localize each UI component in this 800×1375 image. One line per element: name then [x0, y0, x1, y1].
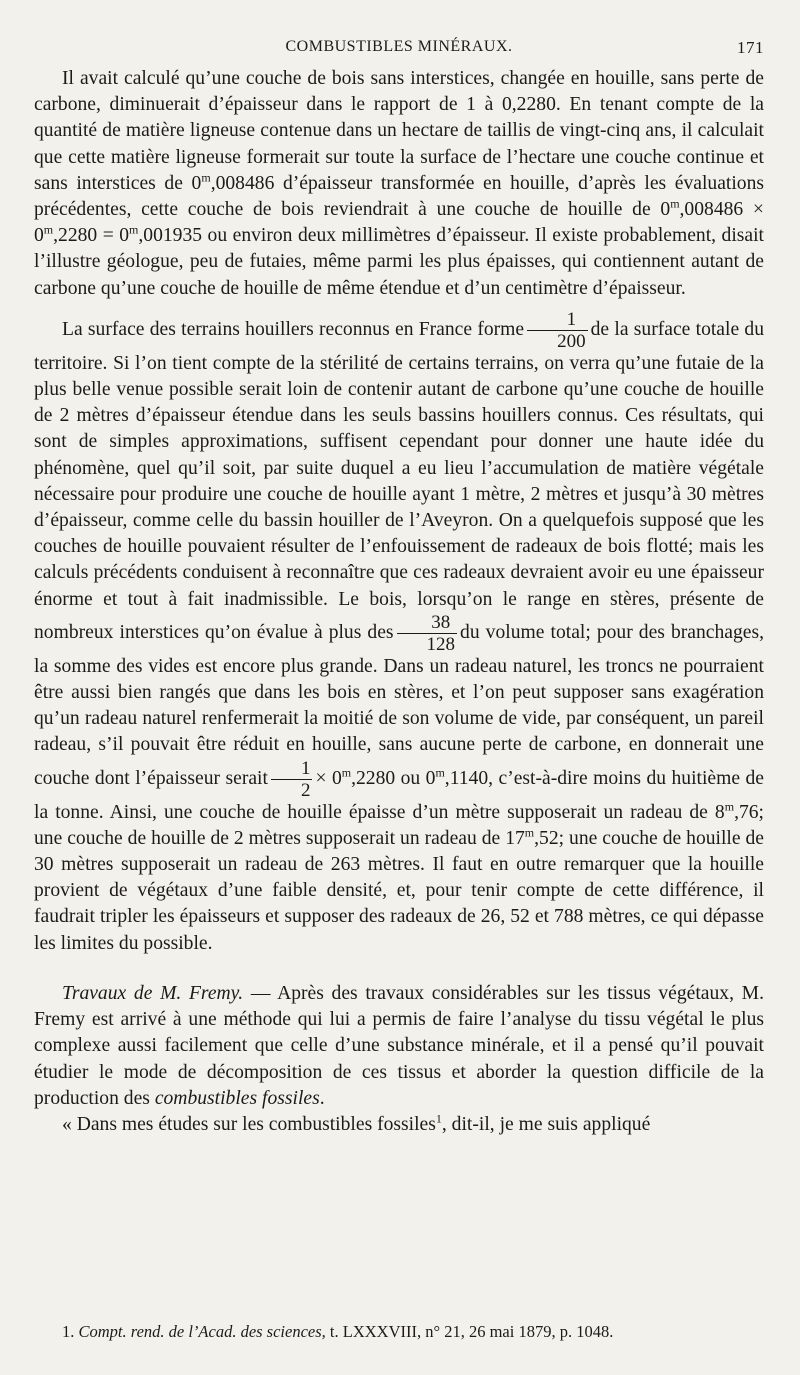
- text-span: ,008486 × 0: [34, 199, 764, 247]
- text-span: de la surface totale du territoire. Si l’on tient compte de la stérilité de certains terrains, on verra qu’une futaie de la plus belle venue possible serait loin de contenir autant de carbone qu’une couche de houille de 2 mètres d’épaisseur étendue dans les seuls bassins houillers connus. Ces résultats, qui sont de simples approximations, suffisent cependant pour donner une haute idée du phénomène, quel qu’il soit, par suite duquel a eu lieu l’accumulation de matière végétale nécessaire pour produire une couche de houille ayant 1 mètre, 2 mètres et jusqu’à 30 mètres d’épaisseur, comme celle du bassin houiller de l’Aveyron. On a quelquefois supposé que les couches de houille pouvaient résulter de l’enfouissement de radeaux de bois flotté; mais les calculs précédents conduisent à reconnaître que ces radeaux devraient avoir eu une épaisseur énorme et tout à fait inadmissible. Le bois, lorsqu’on le range en stères, présente de nombreux interstices qu’on évalue à plus des: [34, 318, 765, 643]
- text-span: ,76; une couche de houille de 2 mètres supposerait un radeau de 17: [34, 801, 764, 849]
- body-text: [34, 66, 764, 1138]
- paragraph-1: [34, 66, 764, 302]
- unit-superscript: m: [724, 799, 735, 814]
- unit-superscript: m: [129, 222, 139, 237]
- unit-superscript: m: [341, 765, 352, 780]
- text-span: .: [319, 1087, 325, 1109]
- footnote-journal: Compt. rend. de l’Acad. des sciences,: [78, 1322, 326, 1341]
- text-span: La surface des terrains houillers reconnus en France forme: [62, 318, 525, 340]
- unit-superscript: m: [43, 222, 54, 237]
- text-span: ,2280 = 0: [53, 225, 130, 247]
- text-span: ,1140, c’est-à-dire moins du huitième de la tonne. Ainsi, une couche de houille épaisse d’un mètre supposerait un radeau de 8: [34, 767, 765, 823]
- fraction-denominator: 2: [300, 779, 311, 801]
- fraction-denominator: 200: [557, 330, 586, 352]
- paragraph-3: [34, 981, 764, 1112]
- fraction-38-128: [397, 613, 458, 654]
- running-head: [34, 38, 764, 62]
- unit-superscript: m: [524, 825, 535, 840]
- footnote-reference: 1: [435, 1111, 442, 1126]
- text-span: , dit-il, je me suis appliqué: [441, 1113, 651, 1135]
- fraction-1-2: [271, 759, 313, 800]
- fraction-numerator: 38: [397, 613, 458, 634]
- text-span: — Après des travaux considérables sur les tissus végétaux, M. Fremy est arrivé à une méthode qui lui a permis de faire l’analyse du tissu végétal le plus complexe aussi facilement que celle d’une substance minérale, et il a pensé qu’il pouvait étudier le mode de décomposition de ces tissus et aborder la question difficile de la production des: [34, 982, 764, 1109]
- footnote: [62, 1322, 764, 1342]
- text-span: ,008486 d’épaisseur transformée en houille, d’après les évaluations précédentes, cette couche de bois reviendrait à une couche de houille de 0: [34, 172, 764, 221]
- text-span: ,2280 ou 0: [351, 767, 436, 789]
- section-title: Travaux de M. Fremy.: [62, 982, 244, 1004]
- unit-superscript: m: [670, 196, 680, 211]
- text-span: « Dans mes études sur les combustibles fossiles: [62, 1113, 436, 1135]
- text-span: du volume total; pour des branchages, la somme des vides est encore plus grande. Dans un radeau naturel, les troncs ne pourraient être aussi bien rangés que dans les bois en stères, et l’on peut supposer sans exagération qu’un radeau naturel renfermerait la moitié de son volume de vide, par conséquent, un pareil radeau, s’il pouvait être réduit en houille, sans aucune perte de carbone, en donnerait une couche dont l’épaisseur serait: [34, 621, 764, 789]
- text-span: ,52; une couche de houille de 30 mètres supposerait un radeau de 263 mètres. Il faut en outre remarquer que la houille provient de végétaux d’une faible densité, et, pour tenir compte de cette différence, il faudrait tripler les épaisseurs et supposer des radeaux de 26, 52 et 788 mètres, ce qui dépasse les limites du possible.: [34, 827, 765, 954]
- fraction-denominator: 128: [426, 633, 456, 655]
- unit-superscript: m: [201, 170, 211, 185]
- footnote-details: t. LXXXVIII, n° 21, 26 mai 1879, p. 1048.: [325, 1322, 614, 1341]
- fraction-1-200: [527, 310, 588, 351]
- section-gap: [34, 957, 764, 981]
- text-span: × 0: [315, 767, 342, 789]
- unit-superscript: m: [435, 765, 445, 780]
- page-number: 171: [737, 38, 764, 57]
- text-span: ,001935 ou environ deux millimètres d’épaisseur. Il existe probablement, disait l’illustre géologue, peu de futaies, même parmi les plus épaisses, qui contiennent autant de carbone qu’une couche de houille de même étendue et d’un centimètre d’épaisseur.: [34, 225, 764, 299]
- paragraph-2: [34, 310, 764, 957]
- fraction-numerator: 1: [271, 759, 313, 780]
- text-span: Il avait calculé qu’une couche de bois sans interstices, changée en houille, sans perte de carbone, diminuerait d’épaisseur dans le rapport de 1 à 0,2280. En tenant compte de la quantité de matière ligneuse contenue dans un hectare de taillis de vingt-cinq ans, il calculait que cette matière ligneuse formerait sur toute la surface de l’hectare une couche continue et sans interstices de 0: [34, 68, 764, 194]
- fraction-numerator: 1: [527, 310, 588, 331]
- footnote-number: 1.: [62, 1322, 75, 1341]
- paragraph-4: [34, 1112, 764, 1138]
- running-title: COMBUSTIBLES MINÉRAUX.: [285, 38, 513, 55]
- emphasis-text: combustibles fossiles: [154, 1087, 320, 1109]
